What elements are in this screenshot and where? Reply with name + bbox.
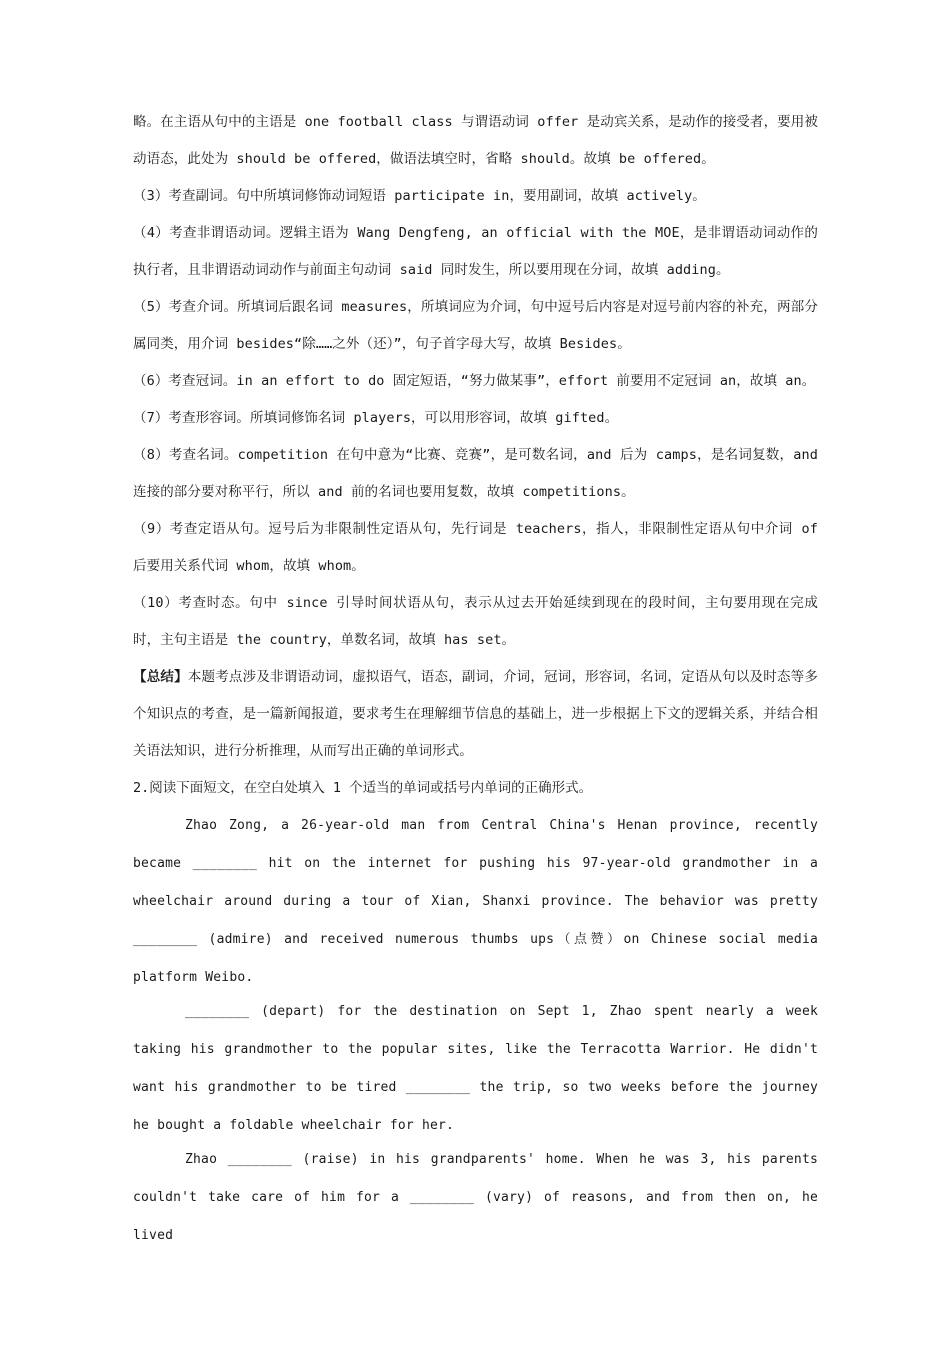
passage-paragraph-3: Zhao ________ (raise) in his grandparents' home. When he was 3, his parents couldn't take care of him for a ________ (vary) of reasons, and from then on, he lived xyxy=(133,1152,818,1243)
question-passage xyxy=(133,807,818,1255)
explanation-item-6: （6）考查冠词。in an effort to do 固定短语，“努力做某事”，effort 前要用不定冠词 an，故填 an。 xyxy=(133,373,816,389)
question-title: 2.阅读下面短文，在空白处填入 1 个适当的单词或括号内单词的正确形式。 xyxy=(133,780,593,796)
explanation-item-7: （7）考查形容词。所填词修饰名词 players，可以用形容词，故填 gifted。 xyxy=(133,410,619,426)
explanation-item-3: （3）考查副词。句中所填词修饰动词短语 participate in，要用副词，故填 actively。 xyxy=(133,188,706,204)
passage-paragraph-1: Zhao Zong, a 26-year-old man from Central China's Henan province, recently became ________ hit on the internet for pushing his 97-year-old grandmother in a wheelchair around during a tour of Xian, Shanxi province. The behavior was pretty ________ (admire) and received numerous thumbs ups（点赞）on Chinese social media platform Weibo. xyxy=(133,818,818,985)
explanation-item-4: （4）考查非谓语动词。逻辑主语为 Wang Dengfeng, an official with the MOE，是非谓语动词动作的执行者，且非谓语动词动作与前面主句动词 said 同时发生，所以要用现在分词，故填 adding。 xyxy=(133,225,818,278)
answer-explanation xyxy=(133,104,818,770)
passage-paragraph-2: ________ (depart) for the destination on Sept 1, Zhao spent nearly a week taking his grandmother to the popular sites, like the Terracotta Warrior. He didn't want his grandmother to be tired ________ the trip, so two weeks before the journey he bought a foldable wheelchair for her. xyxy=(133,1004,818,1133)
summary-text: 本题考点涉及非谓语动词，虚拟语气，语态，副词，介词，冠词，形容词，名词，定语从句以及时态等多个知识点的考查，是一篇新闻报道，要求考生在理解细节信息的基础上，进一步根据上下文的逻辑关系，并结合相关语法知识，进行分析推理，从而写出正确的单词形式。 xyxy=(133,669,818,759)
explanation-item-9: （9）考查定语从句。逗号后为非限制性定语从句，先行词是 teachers，指人，非限制性定语从句中介词 of 后要用关系代词 whom，故填 whom。 xyxy=(133,521,818,574)
document-page xyxy=(133,104,818,1255)
explanation-item-5: （5）考查介词。所填词后跟名词 measures，所填词应为介词，句中逗号后内容是对逗号前内容的补充，两部分属同类，用介词 besides“除……之外（还）”，句子首字母大写，故填 Besides。 xyxy=(133,299,818,352)
explanation-paragraph: 略。在主语从句中的主语是 one football class 与谓语动词 offer 是动宾关系，是动作的接受者，要用被动语态，此处为 should be offered，做语法填空时，省略 should。故填 be offered。 xyxy=(133,114,818,167)
explanation-item-10: （10）考查时态。句中 since 引导时间状语从句，表示从过去开始延续到现在的段时间，主句要用现在完成时，主句主语是 the country，单数名词，故填 has set。 xyxy=(133,595,818,648)
summary-paragraph xyxy=(133,659,818,770)
summary-tag: 【总结】 xyxy=(133,669,188,685)
explanation-item-8: （8）考查名词。competition 在句中意为“比赛、竞赛”，是可数名词，and 后为 camps，是名词复数，and 连接的部分要对称平行，所以 and 前的名词也要用复数，故填 competitions。 xyxy=(133,447,818,500)
